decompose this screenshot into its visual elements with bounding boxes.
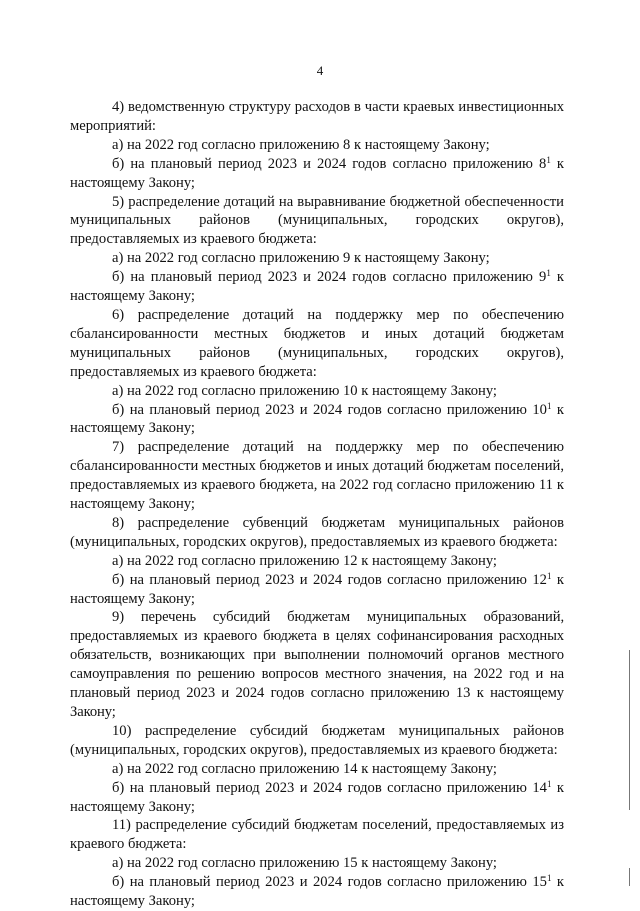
paragraph-10a: а) на 2022 год согласно приложению 14 к настоящему Закону; [112, 760, 497, 777]
paragraph-text: б) на плановый период 2023 и 2024 годов согласно приложению 15 [112, 874, 547, 891]
superscript: 1 [546, 570, 552, 581]
paragraph-4a: а) на 2022 год согласно приложению 8 к настоящему Закону; [112, 136, 490, 153]
paragraph-7: 7) распределение дотаций на поддержку мер по обеспечению сбалансированности местных бюджетов и иных дотаций бюджетам поселений, предоставляемых из краевого бюджета, на 2022 год согласно приложению 11 к настоящему Закону; [70, 439, 565, 513]
superscript: 1 [546, 400, 552, 411]
paragraph-11: 11) распределение субсидий бюджетам поселений, предоставляемых из краевого бюджета: [70, 817, 564, 853]
document-body [70, 98, 564, 911]
paragraph-11a: а) на 2022 год согласно приложению 15 к настоящему Закону; [112, 855, 497, 872]
paragraph-text: к настоящему Закону; [70, 269, 564, 305]
paragraph-text: к настоящему Закону; [70, 401, 564, 437]
paragraph-11b [70, 873, 564, 911]
superscript: 1 [546, 154, 551, 165]
paragraph-text: б) на плановый период 2023 и 2024 годов согласно приложению 12 [112, 571, 547, 588]
paragraph-text: к настоящему Закону; [70, 571, 564, 607]
paragraph-4b [70, 155, 564, 193]
paragraph-10b [70, 779, 564, 817]
paragraph-text: б) на плановый период 2023 и 2024 годов согласно приложению 9 [112, 269, 547, 286]
superscript: 1 [546, 268, 551, 279]
paragraph-6b [70, 401, 564, 439]
superscript: 1 [546, 778, 552, 789]
paragraph-text: к настоящему Закону; [70, 779, 564, 815]
paragraph-6: 6) распределение дотаций на поддержку мер по обеспечению сбалансированности местных бюджетов и иных дотаций бюджетам муниципальных районов (муниципальных, городских округов), предоставляемых из краевого бюджета: [70, 306, 564, 380]
paragraph-9: 9) перечень субсидий бюджетам муниципальных образований, предоставляемых из краевого бюджета в целях софинансирования расходных обязательств, возникающих при выполнении полномочий органов местного самоуправления по решению вопросов местного значения, на 2022 год и на плановый период 2023 и 2024 годов согласно приложению 13 к настоящему Закону; [70, 609, 564, 720]
paragraph-6a: а) на 2022 год согласно приложению 10 к настоящему Закону; [112, 382, 497, 399]
paragraph-8a: а) на 2022 год согласно приложению 12 к настоящему Закону; [112, 552, 497, 569]
paragraph-8b [70, 571, 564, 609]
paragraph-10: 10) распределение субсидий бюджетам муниципальных районов (муниципальных, городских округов), предоставляемых из краевого бюджета: [70, 722, 564, 758]
paragraph-5: 5) распределение дотаций на выравнивание бюджетной обеспеченности муниципальных районов (муниципальных, городских округов), предоставляемых из краевого бюджета: [70, 193, 564, 248]
superscript: 1 [546, 873, 552, 884]
scan-edge-mark [629, 650, 630, 810]
page-number: 4 [316, 63, 324, 78]
paragraph-text: б) на плановый период 2023 и 2024 годов согласно приложению 8 [112, 155, 547, 172]
paragraph-text: к настоящему Закону; [70, 155, 564, 191]
paragraph-text: б) на плановый период 2023 и 2024 годов согласно приложению 10 [112, 401, 547, 418]
paragraph-8: 8) распределение субвенций бюджетам муниципальных районов (муниципальных, городских округов), предоставляемых из краевого бюджета: [70, 514, 564, 550]
paragraph-text: б) на плановый период 2023 и 2024 годов согласно приложению 14 [112, 779, 547, 796]
scan-edge-mark [629, 868, 630, 886]
paragraph-4: 4) ведомственную структуру расходов в части краевых инвестиционных мероприятий: [70, 99, 564, 134]
paragraph-text: к настоящему Закону; [70, 874, 564, 910]
paragraph-5a: а) на 2022 год согласно приложению 9 к настоящему Закону; [112, 250, 490, 267]
paragraph-5b [70, 268, 564, 306]
